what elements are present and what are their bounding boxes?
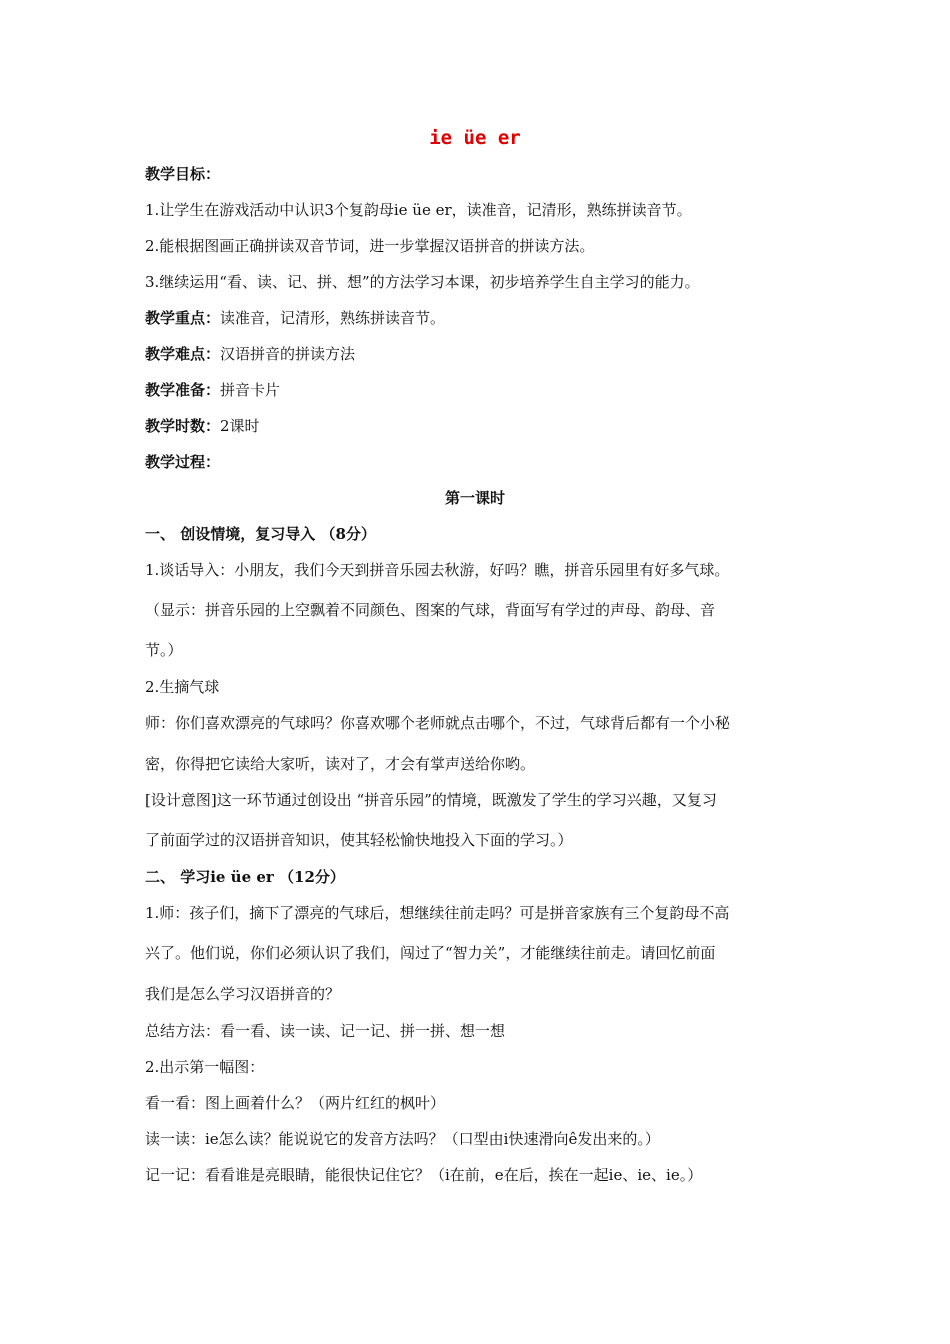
teacher-line-2: 密，你得把它读给大家听，读对了，才会有掌声送给你哟。 <box>145 755 536 773</box>
key-points <box>145 308 815 328</box>
section1-heading: 一、 创设情境，复习导入 （8分） <box>145 525 376 543</box>
section2-item1-line2: 兴了。他们说，你们必须认识了我们，闯过了“智力关”，才能继续往前走。请回忆前面 <box>145 944 716 962</box>
section1-item1-note-line1: （显示：拼音乐园的上空飘着不同颜色、图案的气球，背面写有学过的声母、韵母、音 <box>145 601 716 619</box>
remember-step: 记一记：看看谁是亮眼睛，能很快记住它？（i在前，e在后，挨在一起ie、ie、ie。） <box>145 1166 703 1184</box>
method-summary: 总结方法：看一看、读一读、记一记、拼一拼、想一想 <box>145 1022 506 1040</box>
teaching-hours <box>145 416 815 436</box>
key-points-label: 教学重点： <box>145 309 221 327</box>
preparation-label: 教学准备： <box>145 381 221 399</box>
design-intent-line-2: 了前面学过的汉语拼音知识，使其轻松愉快地投入下面的学习。） <box>145 831 573 849</box>
section2-heading: 二、 学习ie üe er （12分） <box>145 868 345 886</box>
document-title: ie üe er <box>429 127 521 149</box>
lesson-title: 第一课时 <box>444 489 505 507</box>
section2-item2: 2.出示第一幅图： <box>145 1058 265 1076</box>
key-points-text: 读准音，记清形，熟练拼读音节。 <box>220 309 446 327</box>
objective-2: 2.能根据图画正确拼读双音节词，进一步掌握汉语拼音的拼读方法。 <box>145 237 595 255</box>
difficulties-text: 汉语拼音的拼读方法 <box>220 345 356 363</box>
hours-text: 2课时 <box>220 417 260 435</box>
difficulties <box>145 344 815 364</box>
difficulties-label: 教学难点： <box>145 345 221 363</box>
preparation-text: 拼音卡片 <box>220 381 281 399</box>
objective-1: 1.让学生在游戏活动中认识3个复韵母ie üe er，读准音，记清形，熟练拼读音节。 <box>145 201 692 219</box>
hours-label: 教学时数： <box>145 417 221 435</box>
read-step: 读一读：ie怎么读？能说说它的发音方法吗？（口型由i快速滑向ê发出来的。） <box>145 1130 660 1148</box>
process-heading: 教学过程： <box>145 453 221 471</box>
section2-item1-line3: 我们是怎么学习汉语拼音的？ <box>145 985 341 1003</box>
design-intent-line-1: [设计意图]这一环节通过创设出 “拼音乐园”的情境，既激发了学生的学习兴趣，又复习 <box>145 791 717 809</box>
objectives-heading: 教学目标： <box>145 165 221 183</box>
look-step: 看一看：图上画着什么？（两片红红的枫叶） <box>145 1094 446 1112</box>
teacher-line-1: 师：你们喜欢漂亮的气球吗？你喜欢哪个老师就点击哪个，不过，气球背后都有一个小秘 <box>145 714 731 732</box>
section1-item1-note-line2: 节。） <box>145 641 183 659</box>
section2-item1-line1: 1.师：孩子们，摘下了漂亮的气球后，想继续往前走吗？可是拼音家族有三个复韵母不高 <box>145 904 730 922</box>
preparation <box>145 380 815 400</box>
section1-item1: 1.谈话导入：小朋友，我们今天到拼音乐园去秋游，好吗？瞧，拼音乐园里有好多气球。 <box>145 561 730 579</box>
objective-3: 3.继续运用“看、读、记、拼、想”的方法学习本课，初步培养学生自主学习的能力。 <box>145 273 700 291</box>
section1-item2: 2.生摘气球 <box>145 678 220 696</box>
